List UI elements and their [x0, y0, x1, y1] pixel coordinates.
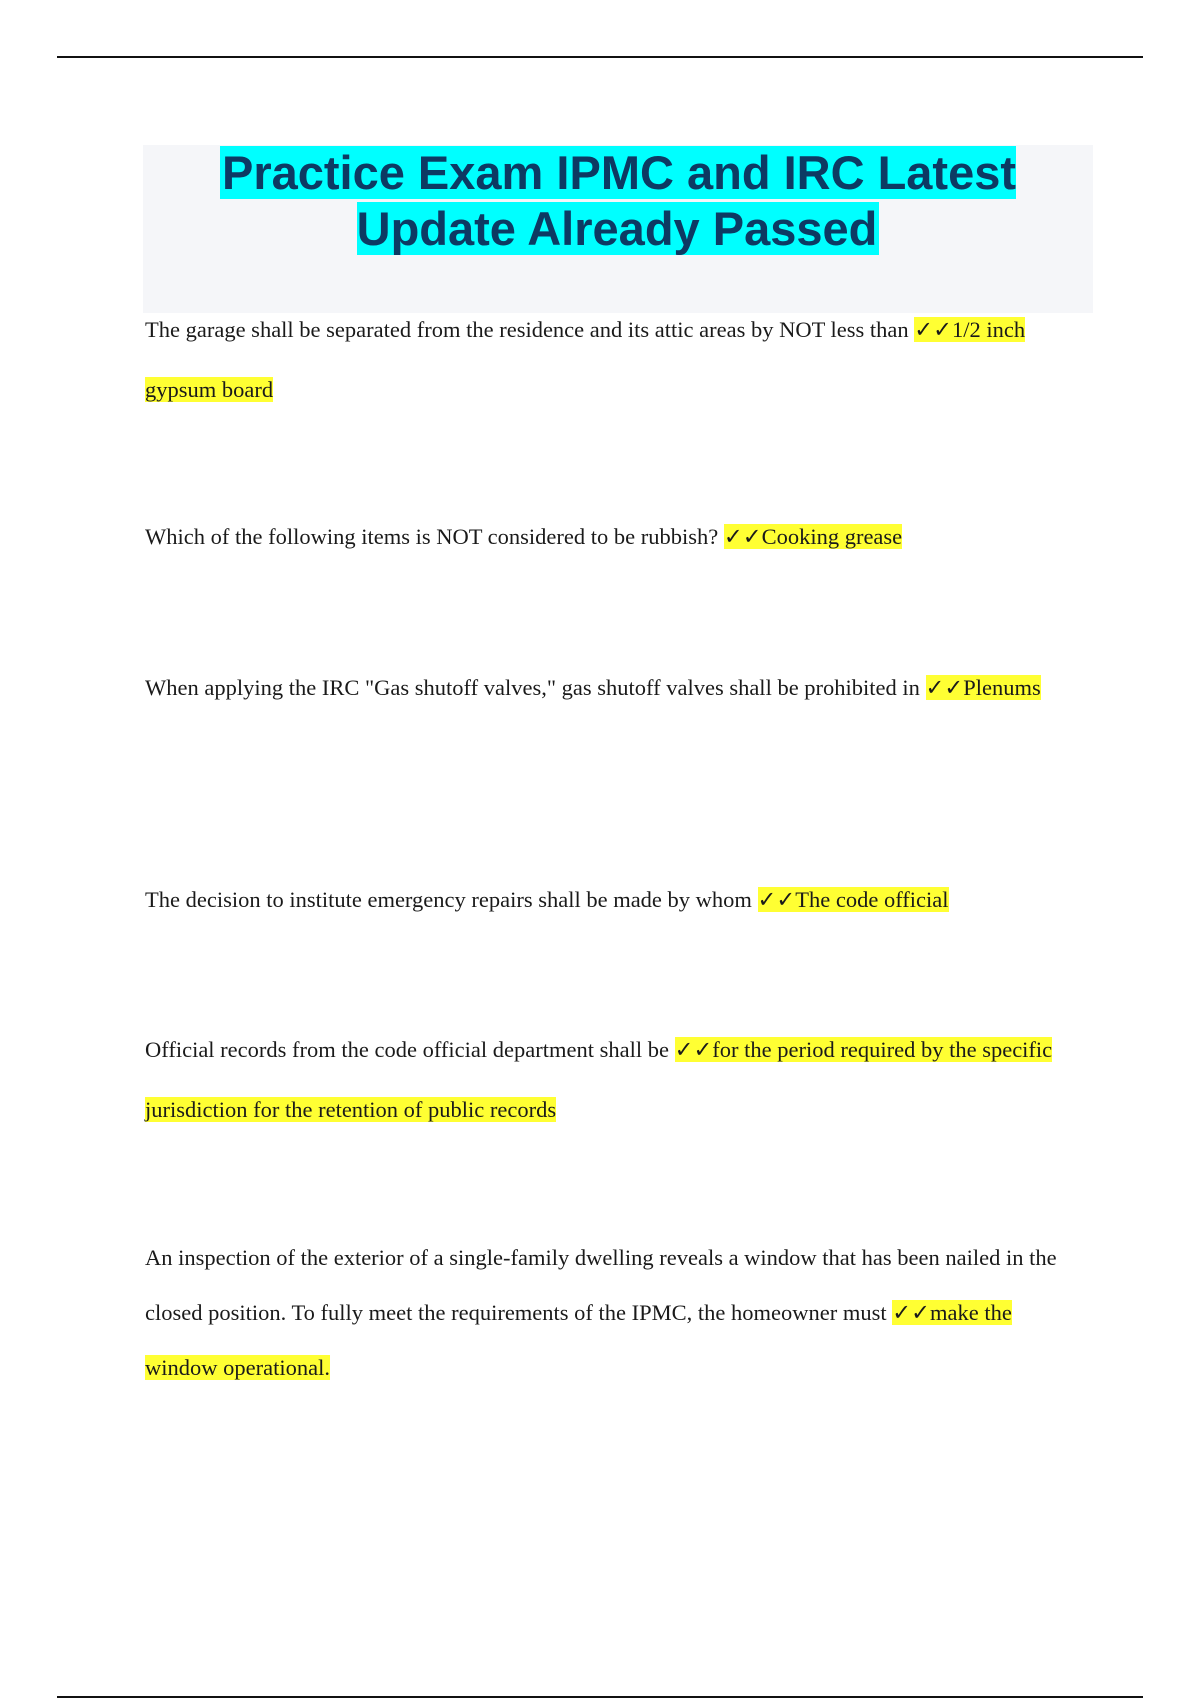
answer-text: ✓✓Plenums — [925, 675, 1041, 700]
question-1 — [145, 300, 1085, 420]
question-2 — [145, 507, 1085, 567]
top-rule — [57, 56, 1143, 58]
answer-text: ✓✓Cooking grease — [723, 524, 903, 549]
answer-text: ✓✓make the window operational. — [145, 1300, 1012, 1380]
question-4 — [145, 870, 1085, 930]
answer-text: ✓✓The code official — [757, 887, 949, 912]
question-text: When applying the IRC "Gas shutoff valves," gas shutoff valves shall be prohibited in — [145, 675, 926, 700]
question-5 — [145, 1020, 1085, 1140]
answer-text: ✓✓for the period required by the specific jurisdiction for the retention of public records — [145, 1037, 1053, 1122]
question-3 — [145, 660, 1085, 715]
question-text: Official records from the code official department shall be — [145, 1037, 675, 1062]
bottom-rule — [57, 1696, 1143, 1698]
question-text: Which of the following items is NOT considered to be rubbish? — [145, 524, 724, 549]
question-text: The decision to institute emergency repairs shall be made by whom — [145, 887, 758, 912]
question-text: The garage shall be separated from the residence and its attic areas by NOT less than — [145, 317, 915, 342]
answer-text: ✓✓1/2 inch gypsum board — [145, 317, 1026, 402]
question-6 — [145, 1230, 1085, 1395]
question-text: An inspection of the exterior of a single-family dwelling reveals a window that has been nailed in the closed position. To fully meet the requirements of the IPMC, the homeowner must — [145, 1245, 1057, 1325]
document-title — [143, 145, 1093, 257]
title-text: Practice Exam IPMC and IRC Latest Update Already Passed — [221, 146, 1017, 255]
